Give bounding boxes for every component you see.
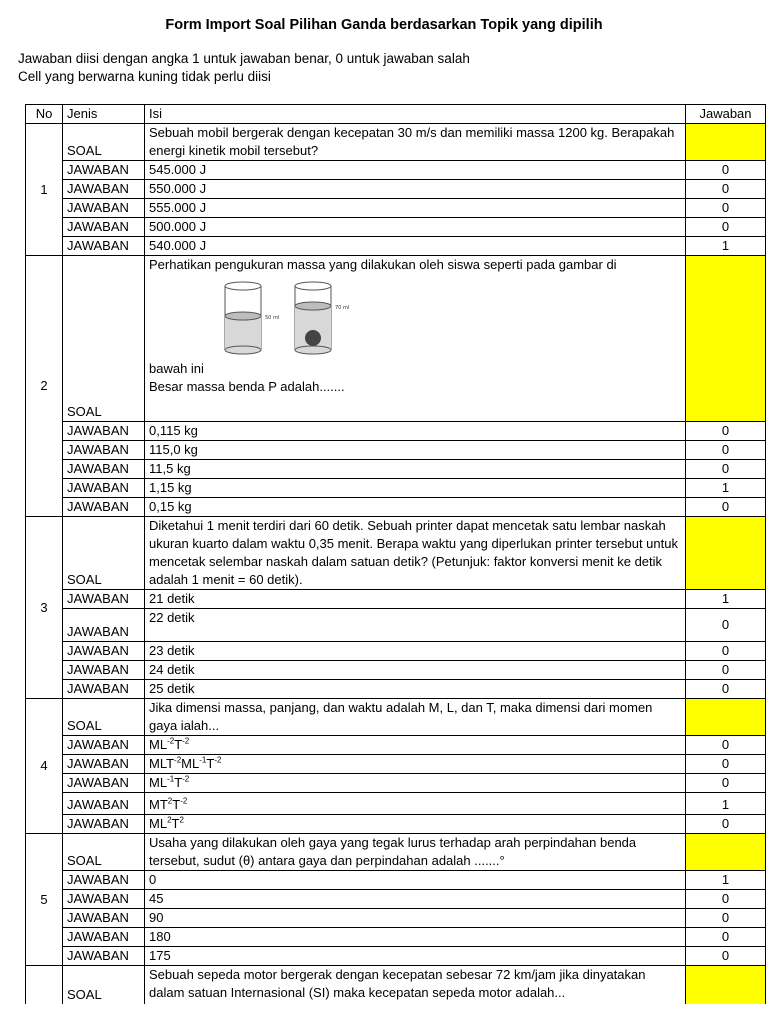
answer-value-cell[interactable]: 0	[686, 609, 766, 642]
table-row	[26, 909, 766, 928]
row-type-jawaban: JAWABAN	[63, 642, 145, 661]
measuring-cylinders-figure	[219, 280, 369, 358]
row-type-jawaban: JAWABAN	[63, 871, 145, 890]
answer-cell-disabled	[686, 124, 766, 161]
question-number: 4	[26, 699, 63, 834]
header-isi: Isi	[145, 105, 686, 124]
row-type-soal: SOAL	[63, 699, 145, 736]
table-row	[26, 834, 766, 871]
row-type-jawaban: JAWABAN	[63, 947, 145, 966]
table-row	[26, 815, 766, 834]
row-type-soal: SOAL	[63, 834, 145, 871]
table-row	[26, 441, 766, 460]
row-type-soal: SOAL	[63, 517, 145, 590]
table-row	[26, 256, 766, 422]
answer-cell-disabled	[686, 699, 766, 736]
cylinder-label-right: 70 ml	[335, 305, 350, 311]
question-text[interactable]: Diketahui 1 menit terdiri dari 60 detik. Sebuah printer dapat mencetak satu lembar naskah ukuran kuarto dalam waktu 0,35 menit. Berapa waktu yang diperlukan printer tersebut untuk mencetak selembar naskah dalam satuan detik? (Petunjuk: faktor konversi menit ke detik adalah 1 menit = 60 detik).	[145, 517, 686, 590]
answer-option-formula[interactable]: $ML^{-2}T^{-2}$	[145, 736, 686, 755]
table-row	[26, 218, 766, 237]
answer-value-cell[interactable]: 0	[686, 680, 766, 699]
answer-value-cell[interactable]: 0	[686, 498, 766, 517]
answer-option-text[interactable]: 0,15 kg	[145, 498, 686, 517]
table-row	[26, 680, 766, 699]
row-type-jawaban: JAWABAN	[63, 590, 145, 609]
cylinder-label-left: 50 ml	[265, 315, 280, 321]
row-type-jawaban: JAWABAN	[63, 479, 145, 498]
table-row	[26, 947, 766, 966]
table-header-row	[26, 105, 766, 124]
row-type-jawaban: JAWABAN	[63, 909, 145, 928]
answer-option-text[interactable]: 500.000 J	[145, 218, 686, 237]
question-text[interactable]: Sebuah mobil bergerak dengan kecepatan 30 m/s dan memiliki massa 1200 kg. Berapakah energi kinetik mobil tersebut?	[145, 124, 686, 161]
question-number: 5	[26, 834, 63, 966]
row-type-jawaban: JAWABAN	[63, 755, 145, 774]
answer-value-cell[interactable]: 0	[686, 642, 766, 661]
answer-option-text[interactable]: 90	[145, 909, 686, 928]
answer-value-cell[interactable]: 0	[686, 199, 766, 218]
answer-cell-disabled	[686, 517, 766, 590]
instruction-note-answers: Jawaban diisi dengan angka 1 untuk jawaban benar, 0 untuk jawaban salah	[18, 51, 470, 66]
row-type-jawaban: JAWABAN	[63, 237, 145, 256]
answer-option-text[interactable]: 540.000 J	[145, 237, 686, 256]
answer-option-formula[interactable]: $ML^{-1}T^{-2}$	[145, 774, 686, 793]
answer-value-cell[interactable]: 0	[686, 460, 766, 479]
question-table	[25, 104, 766, 1004]
row-type-jawaban: JAWABAN	[63, 218, 145, 237]
table-row	[26, 928, 766, 947]
answer-value-cell[interactable]: 0	[686, 661, 766, 680]
answer-option-text[interactable]: 1,15 kg	[145, 479, 686, 498]
row-type-jawaban: JAWABAN	[63, 890, 145, 909]
row-type-jawaban: JAWABAN	[63, 180, 145, 199]
table-row	[26, 237, 766, 256]
row-type-soal: SOAL	[63, 256, 145, 422]
answer-value-cell[interactable]: 0	[686, 909, 766, 928]
row-type-jawaban: JAWABAN	[63, 460, 145, 479]
answer-value-cell[interactable]: 0	[686, 947, 766, 966]
table-row	[26, 966, 766, 1005]
answer-value-cell[interactable]: 0	[686, 890, 766, 909]
row-type-jawaban: JAWABAN	[63, 161, 145, 180]
table-row	[26, 124, 766, 161]
row-type-jawaban: JAWABAN	[63, 793, 145, 815]
table-row	[26, 161, 766, 180]
table-row	[26, 479, 766, 498]
question-number	[26, 966, 63, 1005]
instruction-note-yellow-cells: Cell yang berwarna kuning tidak perlu diisi	[18, 69, 271, 84]
question-text-line1: Perhatikan pengukuran massa yang dilakukan oleh siswa seperti pada gambar di	[149, 257, 617, 272]
answer-value-cell[interactable]: 0	[686, 928, 766, 947]
answer-value-cell[interactable]: 1	[686, 237, 766, 256]
answer-value-cell[interactable]: 1	[686, 793, 766, 815]
answer-value-cell[interactable]: 1	[686, 590, 766, 609]
question-text-with-figure[interactable]	[145, 256, 686, 422]
table-row	[26, 199, 766, 218]
answer-option-text[interactable]: 175	[145, 947, 686, 966]
answer-value-cell[interactable]: 0	[686, 755, 766, 774]
table-row	[26, 699, 766, 736]
answer-option-text[interactable]: 23 detik	[145, 642, 686, 661]
answer-option-text[interactable]: 115,0 kg	[145, 441, 686, 460]
question-text[interactable]: Usaha yang dilakukan oleh gaya yang tegak lurus terhadap arah perpindahan benda tersebut, sudut (θ) antara gaya dan perpindahan adalah .......°	[145, 834, 686, 871]
answer-value-cell[interactable]: 1	[686, 871, 766, 890]
row-type-jawaban: JAWABAN	[63, 774, 145, 793]
table-row	[26, 642, 766, 661]
question-number: 3	[26, 517, 63, 699]
answer-option-text[interactable]: 11,5 kg	[145, 460, 686, 479]
row-type-jawaban: JAWABAN	[63, 441, 145, 460]
row-type-jawaban: JAWABAN	[63, 680, 145, 699]
form-title: Form Import Soal Pilihan Ganda berdasarkan Topik yang dipilih	[165, 17, 603, 33]
row-type-jawaban: JAWABAN	[63, 815, 145, 834]
table-row	[26, 793, 766, 815]
answer-value-cell[interactable]: 0	[686, 441, 766, 460]
table-row	[26, 180, 766, 199]
answer-option-text[interactable]: 180	[145, 928, 686, 947]
answer-value-cell[interactable]: 0	[686, 422, 766, 441]
table-row	[26, 590, 766, 609]
table-row	[26, 890, 766, 909]
answer-option-text[interactable]: 0,115 kg	[145, 422, 686, 441]
header-jawaban: Jawaban	[686, 105, 766, 124]
table-row	[26, 460, 766, 479]
answer-option-text[interactable]: 550.000 J	[145, 180, 686, 199]
row-type-jawaban: JAWABAN	[63, 928, 145, 947]
table-row	[26, 609, 766, 642]
answer-option-formula[interactable]: $MT^2T^{-2}$	[145, 793, 686, 815]
row-type-jawaban: JAWABAN	[63, 736, 145, 755]
question-number: 2	[26, 256, 63, 517]
row-type-jawaban: JAWABAN	[63, 498, 145, 517]
answer-option-formula[interactable]: $ML^2T^2$	[145, 815, 686, 834]
row-type-soal: SOAL	[63, 124, 145, 161]
answer-option-text[interactable]: 545.000 J	[145, 161, 686, 180]
answer-value-cell[interactable]: 0	[686, 180, 766, 199]
answer-option-text[interactable]: 0	[145, 871, 686, 890]
question-text[interactable]: Sebuah sepeda motor bergerak dengan kecepatan sebesar 72 km/jam jika dinyatakan dalam satuan Internasional (SI) maka kecepatan sepeda motor adalah...	[145, 966, 686, 1005]
row-type-jawaban: JAWABAN	[63, 422, 145, 441]
row-type-jawaban: JAWABAN	[63, 199, 145, 218]
answer-option-formula[interactable]: $MLT^{-2}ML^{-1}T^{-2}$	[145, 755, 686, 774]
row-type-jawaban: JAWABAN	[63, 661, 145, 680]
answer-value-cell[interactable]: 0	[686, 815, 766, 834]
answer-value-cell[interactable]: 1	[686, 479, 766, 498]
answer-option-text[interactable]: 25 detik	[145, 680, 686, 699]
question-number: 1	[26, 124, 63, 256]
answer-option-text[interactable]: 22 detik	[145, 609, 686, 642]
answer-option-text[interactable]: 21 detik	[145, 590, 686, 609]
answer-cell-disabled	[686, 966, 766, 1005]
table-row	[26, 661, 766, 680]
table-row	[26, 871, 766, 890]
header-no: No	[26, 105, 63, 124]
question-text-line2: bawah ini	[149, 361, 204, 376]
answer-value-cell[interactable]: 0	[686, 774, 766, 793]
row-type-jawaban: JAWABAN	[63, 609, 145, 642]
question-text-line3: Besar massa benda P adalah.......	[149, 379, 345, 394]
table-row	[26, 755, 766, 774]
row-type-soal: SOAL	[63, 966, 145, 1005]
table-row	[26, 736, 766, 755]
question-text[interactable]: Jika dimensi massa, panjang, dan waktu adalah M, L, dan T, maka dimensi dari momen gaya ialah...	[145, 699, 686, 736]
table-row	[26, 498, 766, 517]
answer-option-text[interactable]: 45	[145, 890, 686, 909]
answer-cell-disabled	[686, 834, 766, 871]
table-row	[26, 774, 766, 793]
answer-value-cell[interactable]: 0	[686, 218, 766, 237]
answer-option-text[interactable]: 555.000 J	[145, 199, 686, 218]
answer-cell-disabled	[686, 256, 766, 422]
answer-option-text[interactable]: 24 detik	[145, 661, 686, 680]
table-row	[26, 517, 766, 590]
header-jenis: Jenis	[63, 105, 145, 124]
table-row	[26, 422, 766, 441]
answer-value-cell[interactable]: 0	[686, 736, 766, 755]
answer-value-cell[interactable]: 0	[686, 161, 766, 180]
